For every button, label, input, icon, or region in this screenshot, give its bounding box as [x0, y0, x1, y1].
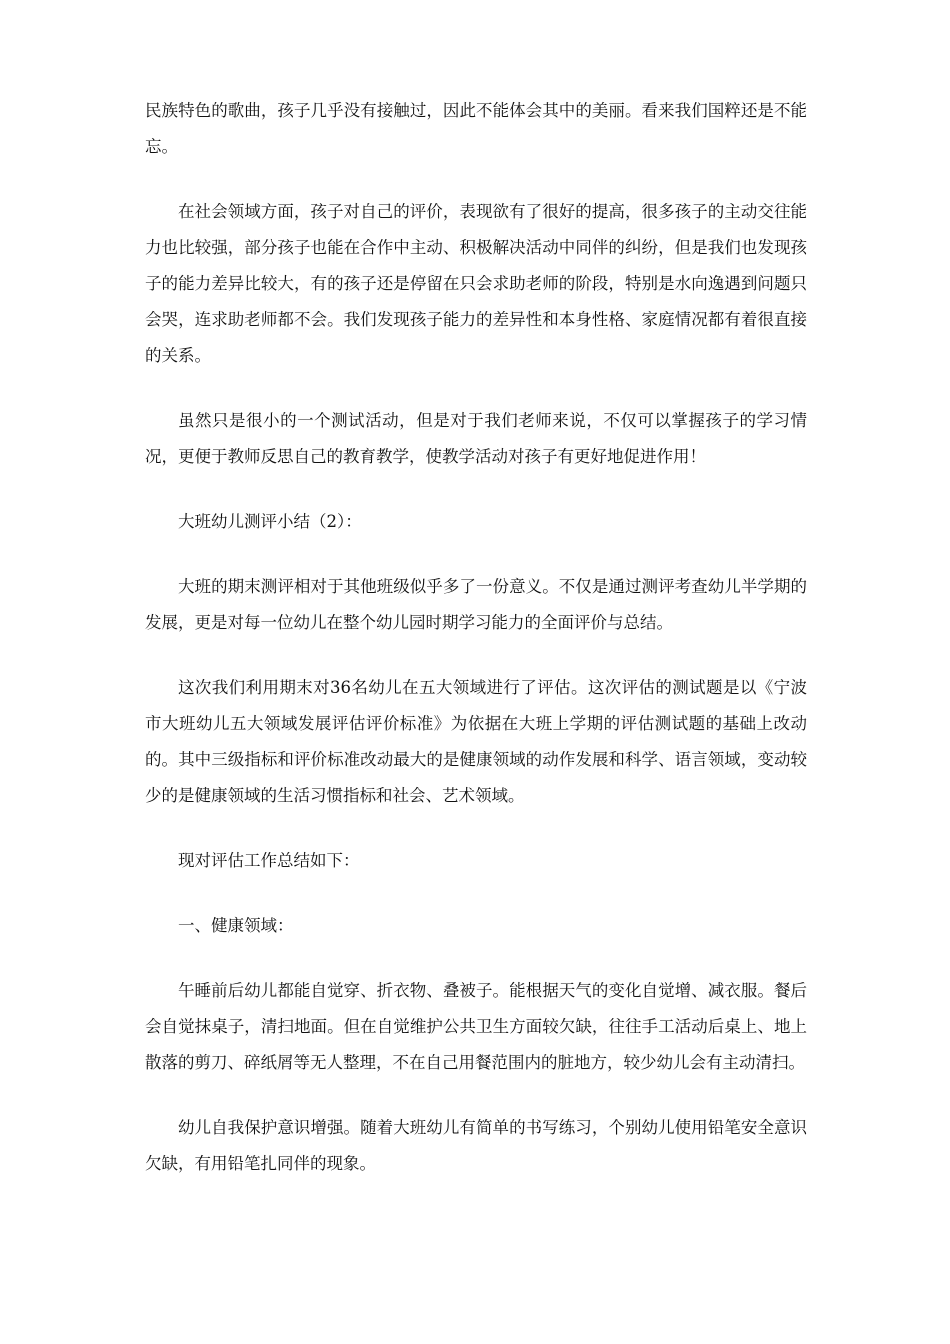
paragraph-6: 这次我们利用期末对36名幼儿在五大领域进行了评估。这次评估的测试题是以《宁波市大班幼儿五大领域发展评估评价标准》为依据在大班上学期的评估测试题的基础上改动的。其中三级指标和评价标准改动最大的是健康领域的动作发展和科学、语言领域，变动较少的是健康领域的生活习惯指标和社会、艺术领域。 [145, 678, 807, 805]
paragraph-3: 虽然只是很小的一个测试活动，但是对于我们老师来说，不仅可以掌握孩子的学习情况，更便于教师反思自己的教育教学，使教学活动对孩子有更好地促进作用！ [145, 411, 807, 466]
section-heading-2: 大班幼儿测评小结（2）： [178, 512, 362, 531]
paragraph-9: 午睡前后幼儿都能自觉穿、折衣物、叠被子。能根据天气的变化自觉增、减衣服。餐后会自觉抹桌子，清扫地面。但在自觉维护公共卫生方面较欠缺，往往手工活动后桌上、地上散落的剪刀、碎纸屑等无人整理，不在自己用餐范围内的脏地方，较少幼儿会有主动清扫。 [145, 981, 807, 1072]
document-page [145, 93, 807, 1211]
paragraph-7: 现对评估工作总结如下： [178, 851, 360, 870]
subheading-health: 一、健康领域： [178, 916, 294, 935]
paragraph-2: 在社会领域方面，孩子对自己的评价，表现欲有了很好的提高，很多孩子的主动交往能力也比较强，部分孩子也能在合作中主动、积极解决活动中同伴的纠纷，但是我们也发现孩子的能力差异比较大，有的孩子还是停留在只会求助老师的阶段，特别是水向逸遇到问题只会哭，连求助老师都不会。我们发现孩子能力的差异性和本身性格、家庭情况都有着很直接的关系。 [145, 202, 807, 365]
paragraph-1: 民族特色的歌曲，孩子几乎没有接触过，因此不能体会其中的美丽。看来我们国粹还是不能忘。 [145, 101, 807, 156]
paragraph-5: 大班的期末测评相对于其他班级似乎多了一份意义。不仅是通过测评考查幼儿半学期的发展，更是对每一位幼儿在整个幼儿园时期学习能力的全面评价与总结。 [145, 577, 807, 632]
paragraph-10: 幼儿自我保护意识增强。随着大班幼儿有简单的书写练习，个别幼儿使用铅笔安全意识欠缺，有用铅笔扎同伴的现象。 [145, 1118, 807, 1173]
